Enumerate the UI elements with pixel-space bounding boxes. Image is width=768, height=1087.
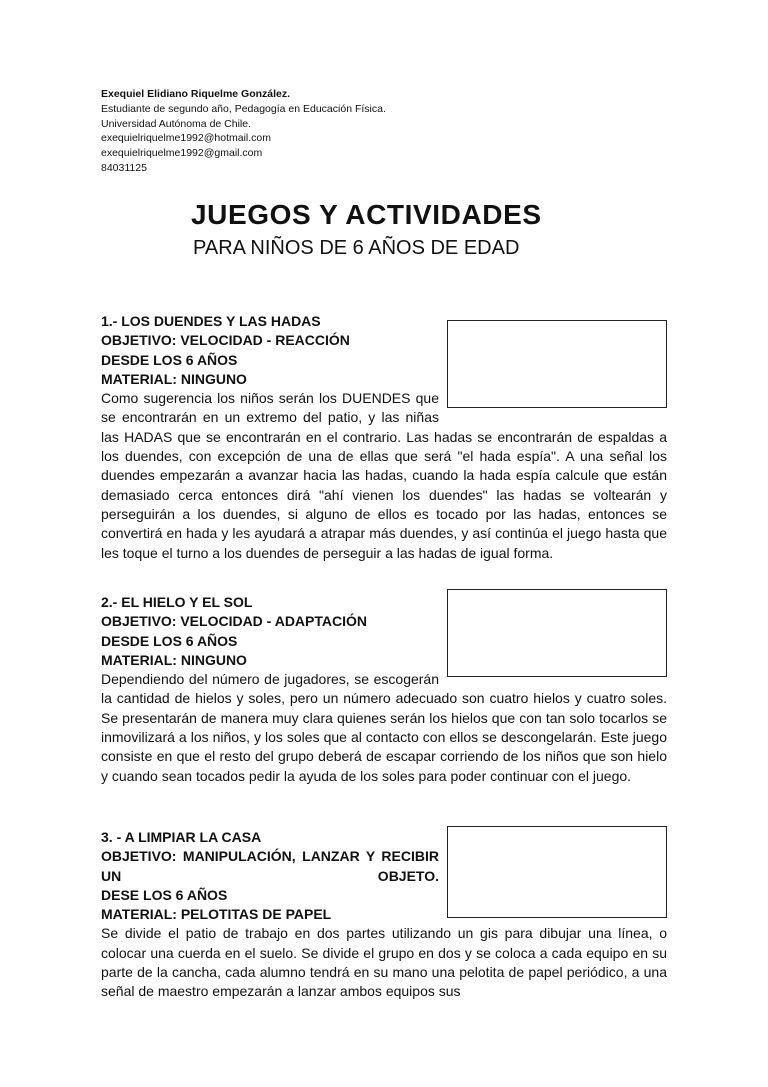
author-email-hotmail: exequielriquelme1992@hotmail.com: [101, 132, 271, 145]
document-title: JUEGOS Y ACTIVIDADES: [191, 199, 542, 230]
section-objective: OBJETIVO: VELOCIDAD - REACCIÓN: [101, 332, 350, 349]
image-placeholder-2: [447, 589, 667, 677]
section-body: Se divide el patio de trabajo en dos partes utilizando un gis para dibujar una línea, o colocar una cuerda en el suelo. Se divide el grupo en dos y se coloca a cada equipo en su parte de la cancha, cada alumno tendrá en su mano una pelotita de papel periódico, a una señal de maestro empezarán a lanzar ambos equipos sus: [101, 925, 667, 1000]
game-section-2: [101, 593, 667, 786]
image-placeholder-1: [447, 320, 667, 408]
section-objective: OBJETIVO: MANIPULACIÓN, LANZAR Y RECIBIR UN OBJETO.: [101, 848, 439, 884]
section-heading: 1.- LOS DUENDES Y LAS HADAS: [101, 313, 321, 329]
author-university: Universidad Autónoma de Chile.: [101, 117, 252, 130]
section-age: DESDE LOS 6 AÑOS: [101, 351, 238, 368]
section-material: MATERIAL: PELOTITAS DE PAPEL: [101, 906, 332, 923]
author-info: [101, 87, 386, 176]
section-heading: 2.- EL HIELO Y EL SOL: [101, 594, 253, 610]
section-material: MATERIAL: NINGUNO: [101, 651, 247, 668]
section-material: MATERIAL: NINGUNO: [101, 370, 247, 387]
game-section-3: [101, 828, 667, 1002]
section-age: DESDE LOS 6 AÑOS: [101, 632, 238, 649]
author-phone: 84031125: [101, 161, 147, 174]
section-objective: OBJETIVO: VELOCIDAD - ADAPTACIÓN: [101, 613, 368, 630]
section-age: DESE LOS 6 AÑOS: [101, 886, 228, 903]
section-heading: 3. - A LIMPIAR LA CASA: [101, 829, 262, 845]
section-body: Dependiendo del número de jugadores, se escogerán la cantidad de hielos y soles, pero un número adecuado son cuatro hielos y cuatro soles. Se presentarán de manera muy clara quienes serán los hielos que con tan solo tocarlos se inmovilizará a los niños, y los soles que al contacto con ellos se descongelarán. Este juego consiste en que el resto del grupo deberá de escapar corriendo de los niños que son hielo y cuando sean tocados pedir la ayuda de los soles para poder continuar con el juego.: [101, 671, 667, 784]
author-email-gmail: exequielriquelme1992@gmail.com: [101, 147, 263, 160]
game-section-1: [101, 312, 667, 563]
author-name: Exequiel Elidiano Riquelme González.: [101, 88, 291, 100]
author-description: Estudiante de segundo año, Pedagogía en Educación Física.: [101, 102, 386, 115]
image-placeholder-3: [447, 826, 667, 918]
document-subtitle: PARA NIÑOS DE 6 AÑOS DE EDAD: [193, 237, 520, 259]
section-body: Como sugerencia los niños serán los DUENDES que se encontrarán en un extremo del patio, y las niñas las HADAS que se encontrarán en el contrario. Las hadas se encontrarán de espaldas a los duendes, con excepción de una de ellas que será "el hada espía". A una señal los duendes empezarán a avanzar hacia las hadas, cuando la hada espía calcule que están demasiado cerca entonces dirá "ahí vienen los duendes" las hadas se voltearán y perseguirán a los duendes, si alguno de ellos es tocado por las hadas, entonces se convertirá en hada y les ayudará a atrapar más duendes, y así continúa el juego hasta que les toque el turno a los duendes de perseguir a las hadas de igual forma.: [101, 390, 667, 561]
